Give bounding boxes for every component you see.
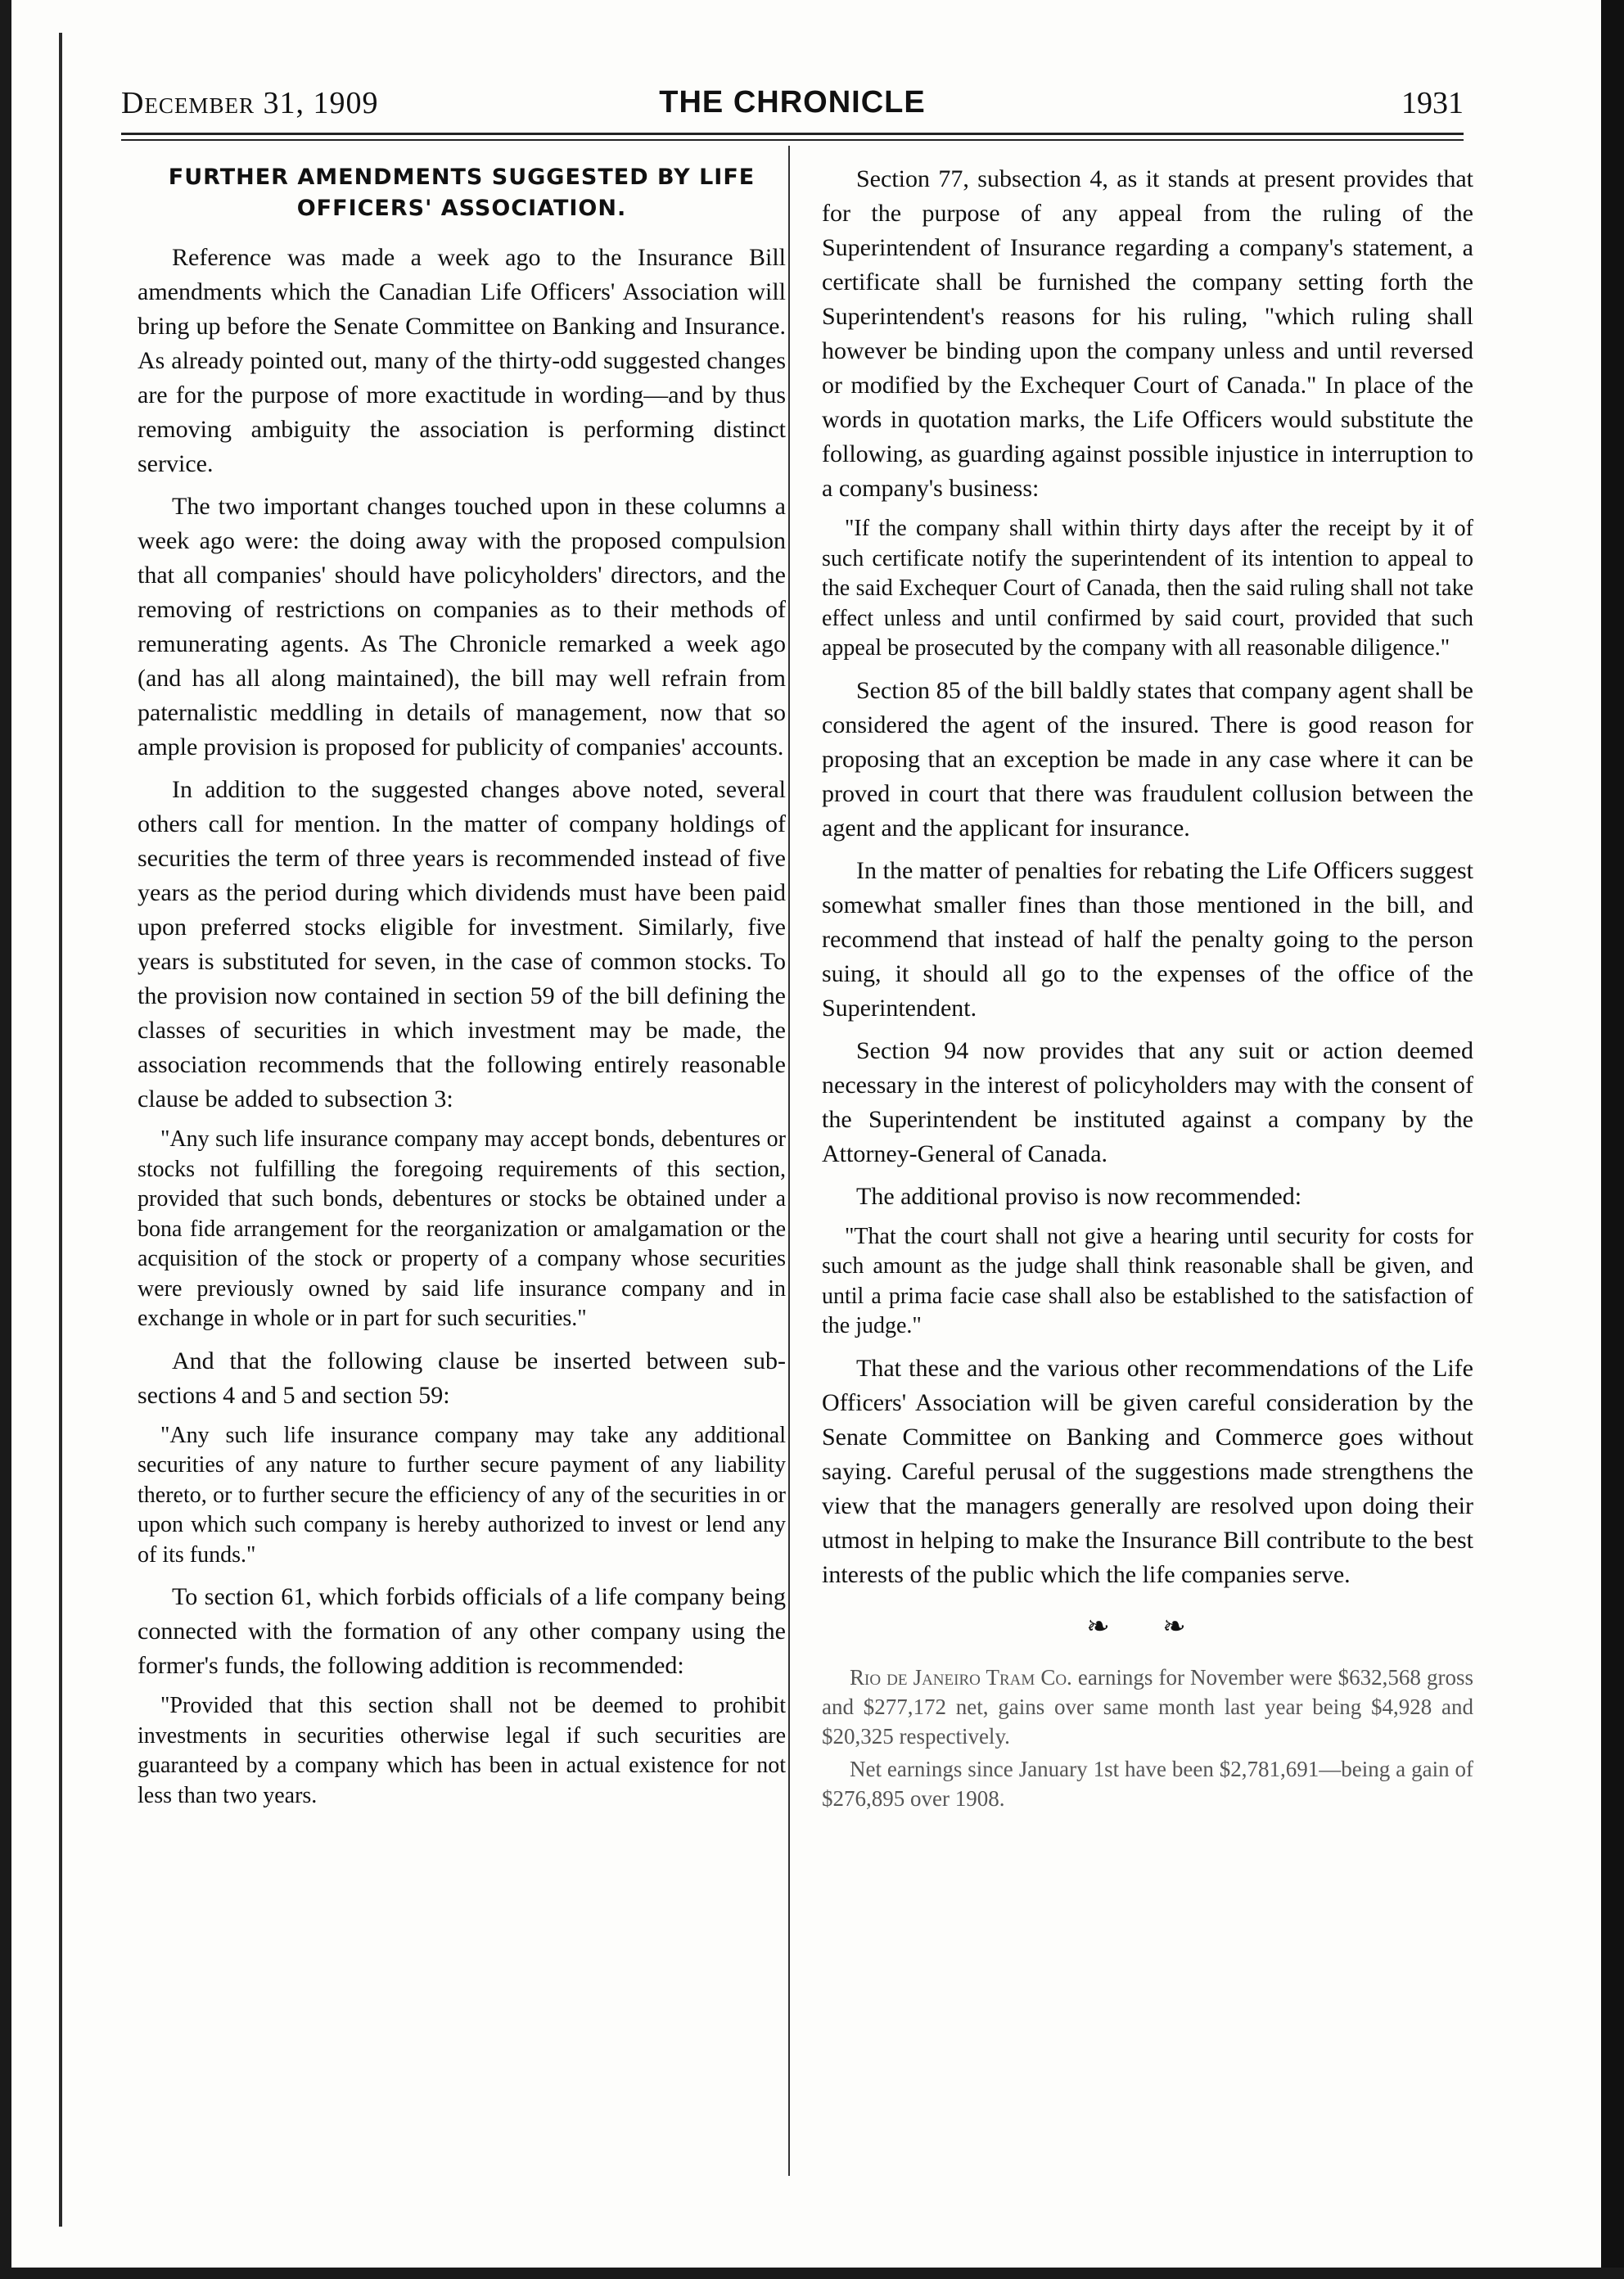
article-paragraph: In addition to the suggested changes above noted, several others call for mention. In the matter of company holdings of securities the term of three years is recommended instead of five years as the period during which dividends must have been paid upon preferred stocks eligible for investment. Similarly, five years is substituted for seven, in the case of common stocks. To the provision now contained in section 59 of the bill defining the classes of securities in which investment may be made, the association recommends that the following entirely reasonable clause be added to subsection 3: xyxy=(138,776,786,1112)
page-number: 1931 xyxy=(1401,86,1464,120)
article-paragraph: The additional proviso is now recommended: xyxy=(856,1182,1302,1210)
article-headline xyxy=(138,162,786,224)
article-paragraph: Reference was made a week ago to the Insurance Bill amendments which the Canadian Life Officers' Association will bring up before the Senate Committee on Banking and Insurance. As already pointed out, many of the thirty-odd suggested changes are for the purpose of more exactitude in wording—and by thus removing ambiguity the association is performing distinct service. xyxy=(138,244,786,477)
quoted-clause: "Any such life insurance company may take any additional securities of any nature to further secure payment of any liability thereto, or to further secure the efficiency of any of the securities in or upon which such company is hereby authorized to invest or lend any of its funds." xyxy=(138,1422,786,1568)
right-column xyxy=(822,162,1473,1816)
article-paragraph: That these and the various other recommendations of the Life Officers' Association will be given careful consideration by the Senate Committee on Banking and Commerce goes without saying. Careful perusal of the suggestions made strengthens the view that the managers generally are resolved upon doing their utmost in helping to make the Insurance Bill contribute to the best interests of the public which the life companies serve. xyxy=(822,1354,1473,1588)
scan-border-bottom xyxy=(0,2268,1624,2279)
left-column xyxy=(138,162,786,1821)
header-rule xyxy=(121,133,1464,135)
quoted-clause: "Provided that this section shall not be deemed to prohibit investments in securities otherwise legal if such securities are guaranteed by a company which has been in actual existence for not less than two years. xyxy=(138,1693,786,1808)
issue-date: December 31, 1909 xyxy=(121,86,379,120)
article-paragraph: The two important changes touched upon in these columns a week ago were: the doing away with the proposed compulsion that all companies' should have policyholders' directors, and the removing of restrictions on companies as to their methods of remunerating agents. As The Chronicle remarked a week ago (and has all along maintained), the bill may well refrain from paternalistic meddling in details of management, now that so ample provision is proposed for publicity of companies' accounts. xyxy=(138,493,786,760)
article-paragraph: In the matter of penalties for rebating the Life Officers suggest somewhat smaller fines than those mentioned in the bill, and recommend that instead of half the penalty going to the person suing, it should all go to the expenses of the office of the Superintendent. xyxy=(822,856,1473,1022)
right-column-text xyxy=(822,162,1473,1592)
quoted-clause: "Any such life insurance company may accept bonds, debentures or stocks not fulfilling the foregoing requirements of this section, provided that such bonds, debentures or stocks be obtained under a bona fide arrangement for the reorganization or amalgamation or the acquisition of the stock or property of a company whose securities were previously owned by said life insurance company and in exchange in whole or in part for such securities." xyxy=(138,1126,786,1331)
news-text: earnings for November were $632,568 gross and $277,172 net, gains over same month last year being $4,928 and $20,325 respectively. xyxy=(822,1664,1473,1749)
headline-line: FURTHER AMENDMENTS SUGGESTED BY LIFE xyxy=(168,165,756,190)
article-paragraph: Section 94 now provides that any suit or action deemed necessary in the interest of policyholders may with the consent of the Superintendent be instituted against a company by the Attorney-General of Canada. xyxy=(822,1036,1473,1167)
scan-border-left xyxy=(0,0,11,2279)
scan-border-right xyxy=(1601,0,1624,2279)
page-gutter-line xyxy=(59,33,62,2227)
article-paragraph: To section 61, which forbids officials of a life company being connected with the formation of any other company using the former's funds, the following addition is recommended: xyxy=(138,1583,786,1679)
header-rule-secondary xyxy=(121,139,1464,141)
quoted-clause: "If the company shall within thirty days after the receipt by it of such certificate notify the superintendent of its intention to appeal to the said Exchequer Court of Canada, then the said ruling shall not take effect unless and until confirmed by said court, provided that such appeal be prosecuted by the company with all reasonable diligence." xyxy=(822,516,1473,661)
left-column-text xyxy=(138,241,786,1811)
quoted-clause: "That the court shall not give a hearing until security for costs for such amount as the judge shall think reasonable shall be given, and until a prima facie case shall also be established to the satisfaction of the judge." xyxy=(822,1223,1473,1338)
section-ornament: ❧ ❧ xyxy=(1086,1611,1209,1642)
news-paragraph: Net earnings since January 1st have been $2,781,691—being a gain of $276,895 over 1908. xyxy=(822,1756,1473,1811)
article-paragraph: And that the following clause be inserted between sub-sections 4 and 5 and section 59: xyxy=(138,1347,786,1409)
page-header xyxy=(121,85,1464,126)
headline-line: OFFICERS' ASSOCIATION. xyxy=(296,196,627,221)
column-divider xyxy=(788,146,790,2176)
article-paragraph: Section 77, subsection 4, as it stands at present provides that for the purpose of any appeal from the ruling of the Superintendent of Insurance regarding a company's statement, a certificate shall be furnished the company setting forth the Superintendent's reasons for his ruling, "which ruling shall however be binding upon the company unless and until reversed or modified by the Exchequer Court of Canada." In place of the words in quotation marks, the Life Officers would substitute the following, as guarding against possible injustice in interruption to a company's business: xyxy=(822,165,1473,502)
news-paragraph xyxy=(822,1663,1473,1751)
article-paragraph: Section 85 of the bill baldly states that company agent shall be considered the agent of the insured. There is good reason for proposing that an exception be made in any case where it can be proved in court that there was fraudulent collusion between the agent and the applicant for insurance. xyxy=(822,676,1473,842)
masthead-title: THE CHRONICLE xyxy=(659,85,926,120)
news-lead-in: Rio de Janeiro Tram Co. xyxy=(850,1664,1072,1690)
news-item-rio-tram xyxy=(822,1663,1473,1813)
